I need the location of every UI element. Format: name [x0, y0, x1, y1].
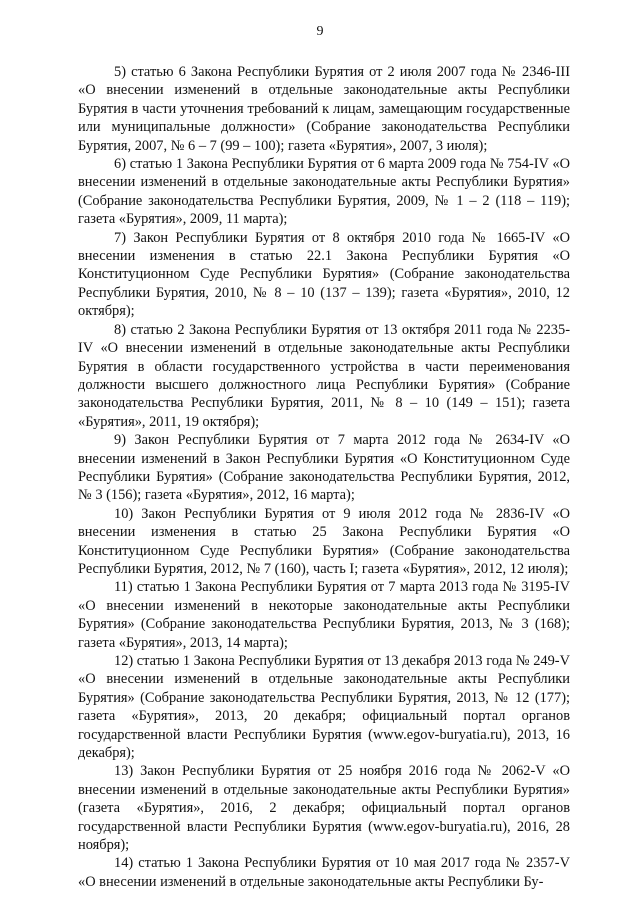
- list-item: 14) статью 1 Закона Республики Бурятия от 10 мая 2017 года № 2357-V «О внесении изменений в отдельные законодательные акты Республики Бу-: [78, 855, 570, 890]
- list-item: 9) Закон Республики Бурятия от 7 марта 2012 года № 2634-IV «О внесении изменений в Закон Республики Бурятия «О Конституционном Суде Республики Бурятия» (Собрание законодательства Республики Бурятия, 2012, № 3 (156); газета «Бурятия», 2012, 16 марта);: [78, 432, 570, 504]
- list-item: 12) статью 1 Закона Республики Бурятия от 13 декабря 2013 года № 249-V «О внесении изменений в отдельные законодательные акты Республики Бурятия» (Собрание законодательства Республики Бурятия, 2013, № 12 (177); газета «Бурятия», 2013, 20 декабря; официальный портал органов государственной власти Республики Бурятия (www.egov-buryatia.ru), 2013, 16 декабря);: [78, 653, 570, 762]
- list-item: 11) статью 1 Закона Республики Бурятия от 7 марта 2013 года № 3195-IV «О внесении изменений в некоторые законодательные акты Республики Бурятия» (Собрание законодательства Республики Бурятия, 2013, № 3 (168); газета «Бурятия», 2013, 14 марта);: [78, 579, 570, 651]
- list-item: 13) Закон Республики Бурятия от 25 ноября 2016 года № 2062-V «О внесении изменений в отдельные законодательные акты Республики Бурятия» (газета «Бурятия», 2016, 2 декабря; официальный портал органов государственной власти Республики Бурятия (www.egov-buryatia.ru), 2016, 28 ноября);: [78, 763, 570, 854]
- list-item: 8) статью 2 Закона Республики Бурятия от 13 октября 2011 года № 2235-IV «О внесении изменений в отдельные законодательные акты Республики Бурятия в области государственного устройства в части переименования должности высшего должностного лица Республики Бурятия» (Собрание законодательства Республики Бурятия, 2011, № 8 – 10 (149 – 151); газета «Бурятия», 2011, 19 октября);: [78, 321, 570, 430]
- document-body: [78, 63, 570, 891]
- list-item: 7) Закон Республики Бурятия от 8 октября 2010 года № 1665-IV «О внесении изменения в статью 22.1 Закона Республики Бурятия «О Конституционном Суде Республики Бурятия» (Собрание законодательства Республики Бурятия, 2010, № 8 – 10 (137 – 139); газета «Бурятия», 2010, 12 октября);: [78, 229, 570, 320]
- list-item: 10) Закон Республики Бурятия от 9 июля 2012 года № 2836-IV «О внесении изменения в статью 25 Закона Республики Бурятия «О Конституционном Суде Республики Бурятия» (Собрание законодательства Республики Бурятия, 2012, № 7 (160), часть I; газета «Бурятия», 2012, 12 июля);: [78, 505, 570, 577]
- list-item: 6) статью 1 Закона Республики Бурятия от 6 марта 2009 года № 754-IV «О внесении изменений в отдельные законодательные акты Республики Бурятия» (Собрание законодательства Республики Бурятия, 2009, № 1 – 2 (118 – 119); газета «Бурятия», 2009, 11 марта);: [78, 156, 570, 228]
- page-number: 9: [316, 24, 324, 39]
- list-item: 5) статью 6 Закона Республики Бурятия от 2 июля 2007 года № 2346-III «О внесении изменений в отдельные законодательные акты Республики Бурятия в части уточнения требований к лицам, замещающим государственные или муниципальные должности» (Собрание законодательства Республики Бурятия, 2007, № 6 – 7 (99 – 100); газета «Бурятия», 2007, 3 июля);: [78, 64, 570, 154]
